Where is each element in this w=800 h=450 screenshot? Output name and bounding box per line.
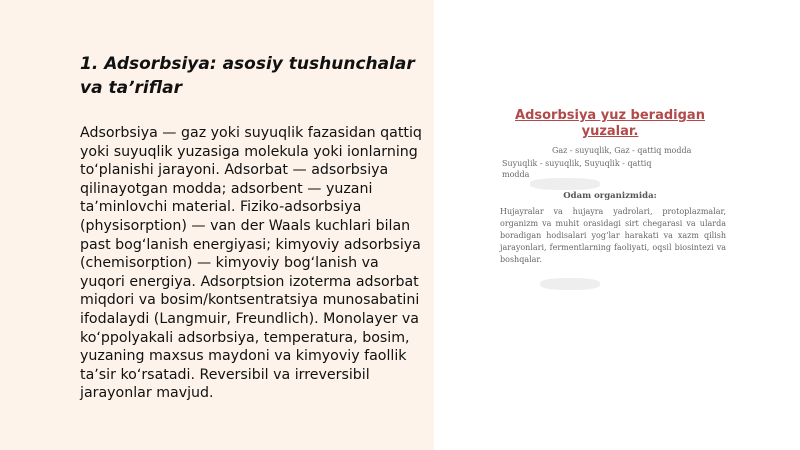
- figure-line-2: Suyuqlik - suyuqlik, Suyuqlik - qattiq modda: [502, 159, 652, 179]
- figure-paragraph: Hujayralar va hujayra yadrolari, protoplazmalar, organizm va muhit orasidagi sirt chegarasi va ularda boradigan hodisalari yogʻlar harakati va xazm qilish jarayonlari, fermentlarning faoliyati, oqsil biosintezi va boshqalar.: [500, 207, 726, 264]
- slide-title: 1. Adsorbsiya: asosiy tushunchalar va taʼriflar: [80, 54, 415, 98]
- figure-heading: Odam organizmida:: [563, 191, 657, 201]
- scan-smudge: [540, 278, 600, 290]
- figure-title: Adsorbsiya yuz beradigan yuzalar.: [515, 108, 705, 139]
- figure-line-1: Gaz - suyuqlik, Gaz - qattiq modda: [552, 146, 692, 155]
- slide-body-text: Adsorbsiya — gaz yoki suyuqlik fazasidan qattiq yoki suyuqlik yuzasiga molekula yoki ionlarning toʻplanishi jarayoni. Adsorbat — adsorbsiya qilinayotgan modda; adsorbent — yuzani taʼminlovchi material. Fiziko-adsorbsiya (physisorption) — van der Waals kuchlari bilan past bogʻlanish energiyasi; kimyoviy adsorbsiya (chemisorption) — kimyoviy bogʻlanish va yuqori energiya. Adsorptsion izoterma adsorbat miqdori va bosim/kontsentratsiya munosabatini ifodalaydi (Langmuir, Freundlich). Monolayer va koʻppolyakali adsorbsiya, temperatura, bosim, yuzaning maxsus maydoni va kimyoviy faollik taʼsir koʻrsatadi. Reversibil va irreversibil jarayonlar mavjud.: [80, 125, 422, 402]
- scanned-text-image: [490, 100, 730, 300]
